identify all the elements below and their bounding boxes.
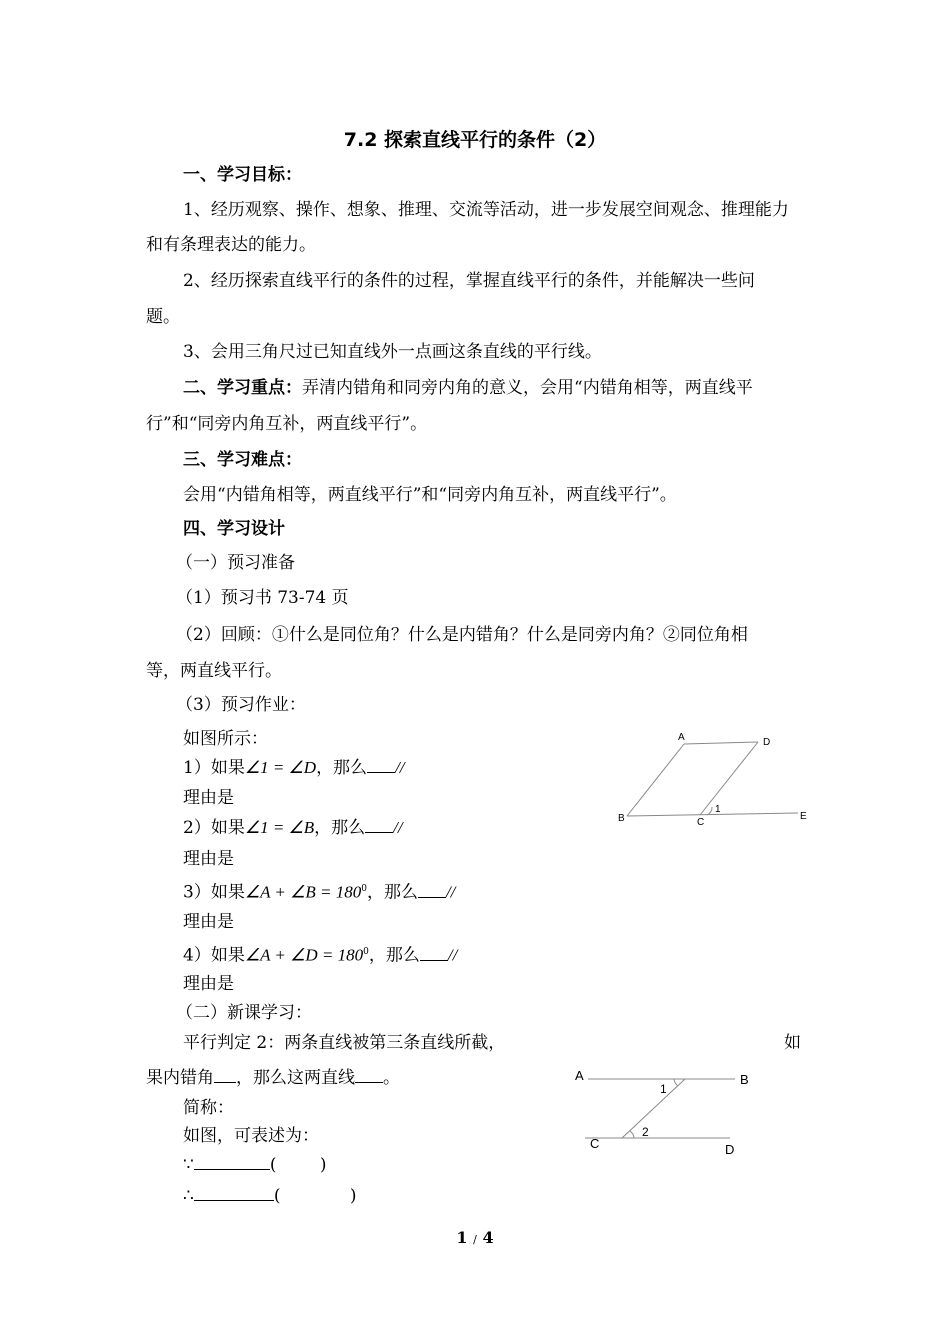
question-1: 1）如果∠1 = ∠D，那么 //	[183, 758, 405, 778]
page-title: 7.2 探索直线平行的条件（2）	[343, 129, 607, 151]
rule-line1: 平行判定 2：两条直线被第三条直线所截，	[183, 1033, 506, 1053]
preview-2-line2: 等，两直线平行。	[146, 661, 282, 681]
figure-1	[610, 725, 820, 835]
q1-expression: ∠1 = ∠D	[244, 758, 317, 777]
reason-4: 理由是	[183, 974, 234, 994]
answer-blank[interactable]	[418, 881, 446, 898]
page-number: 1 / 4	[456, 1228, 494, 1247]
label-angle1: 1	[715, 804, 721, 815]
label-B: B	[740, 1072, 749, 1087]
figure-2	[570, 1062, 770, 1162]
heading-goals: 一、学习目标：	[183, 165, 302, 185]
goal-2-line1: 2、经历探索直线平行的条件的过程，掌握直线平行的条件，并能解决一些问	[183, 271, 755, 291]
heading-key-points: 二、学习重点：	[183, 378, 302, 398]
reason-1: 理由是	[183, 788, 234, 808]
question-3: 3）如果∠A + ∠B = $180^0$，那么 //	[183, 882, 456, 903]
q4-expression: ∠A + ∠D = 180	[244, 945, 364, 965]
reason-2: 理由是	[183, 849, 234, 869]
answer-blank[interactable]	[365, 816, 393, 833]
rule-line2: 果内错角 ，那么这两直线 。	[146, 1068, 400, 1088]
part1-heading: （一）预习准备	[176, 553, 295, 573]
preview-3: （3）预习作业：	[176, 695, 306, 715]
question-4: 4）如果∠A + ∠D = $180^0$，那么 //	[183, 945, 458, 966]
label-A: A	[575, 1068, 584, 1083]
question-2: 2）如果∠1 = ∠B，那么 //	[183, 818, 403, 838]
goal-2-line2: 题。	[146, 307, 180, 327]
label-B: B	[618, 813, 625, 824]
label-C: C	[590, 1136, 600, 1151]
heading-difficulty: 三、学习难点：	[183, 450, 302, 470]
label-D: D	[763, 737, 771, 748]
label-D: D	[725, 1142, 735, 1157]
because-line: ∵ ( )	[183, 1155, 327, 1175]
difficulty-text: 会用“内错角相等，两直线平行”和“同旁内角互补，两直线平行”。	[183, 485, 677, 505]
label-A: A	[678, 732, 685, 743]
reason-3: 理由是	[183, 912, 234, 932]
answer-blank[interactable]	[214, 1066, 236, 1083]
preview-2-line1: （2）回顾：①什么是同位角？什么是内错角？什么是同旁内角？②同位角相	[176, 625, 748, 645]
express-as: 如图，可表述为：	[183, 1126, 319, 1146]
preview-1: （1）预习书 73-74 页	[176, 588, 349, 608]
answer-blank[interactable]	[367, 756, 395, 773]
label-angle1: 1	[660, 1082, 667, 1096]
short-form: 简称：	[183, 1098, 234, 1118]
part2-heading: （二）新课学习：	[176, 1003, 312, 1023]
goal-1-line2: 和有条理表达的能力。	[146, 235, 316, 255]
q2-expression: ∠1 = ∠B	[244, 818, 315, 837]
key-points-line1	[183, 377, 753, 399]
as-shown: 如图所示：	[183, 729, 268, 749]
label-E: E	[800, 811, 807, 822]
therefore-line: ∴ ( )	[183, 1186, 357, 1206]
answer-blank[interactable]	[194, 1153, 270, 1170]
key-points-text: 弄清内错角和同旁内角的意义，会用“内错角相等，两直线平	[302, 378, 753, 398]
answer-blank[interactable]	[420, 944, 448, 961]
label-angle2: 2	[642, 1125, 649, 1139]
goal-3: 3、会用三角尺过已知直线外一点画这条直线的平行线。	[183, 342, 602, 362]
answer-blank[interactable]	[355, 1066, 383, 1083]
q3-expression: ∠A + ∠B = 180	[244, 882, 362, 902]
rule-ru: 如	[784, 1033, 801, 1053]
key-points-line2: 行”和“同旁内角互补，两直线平行”。	[146, 414, 428, 434]
heading-design: 四、学习设计	[183, 519, 285, 539]
answer-blank[interactable]	[194, 1184, 274, 1201]
goal-1-line1: 1、经历观察、操作、想象、推理、交流等活动，进一步发展空间观念、推理能力	[183, 200, 789, 220]
label-C: C	[697, 817, 705, 828]
